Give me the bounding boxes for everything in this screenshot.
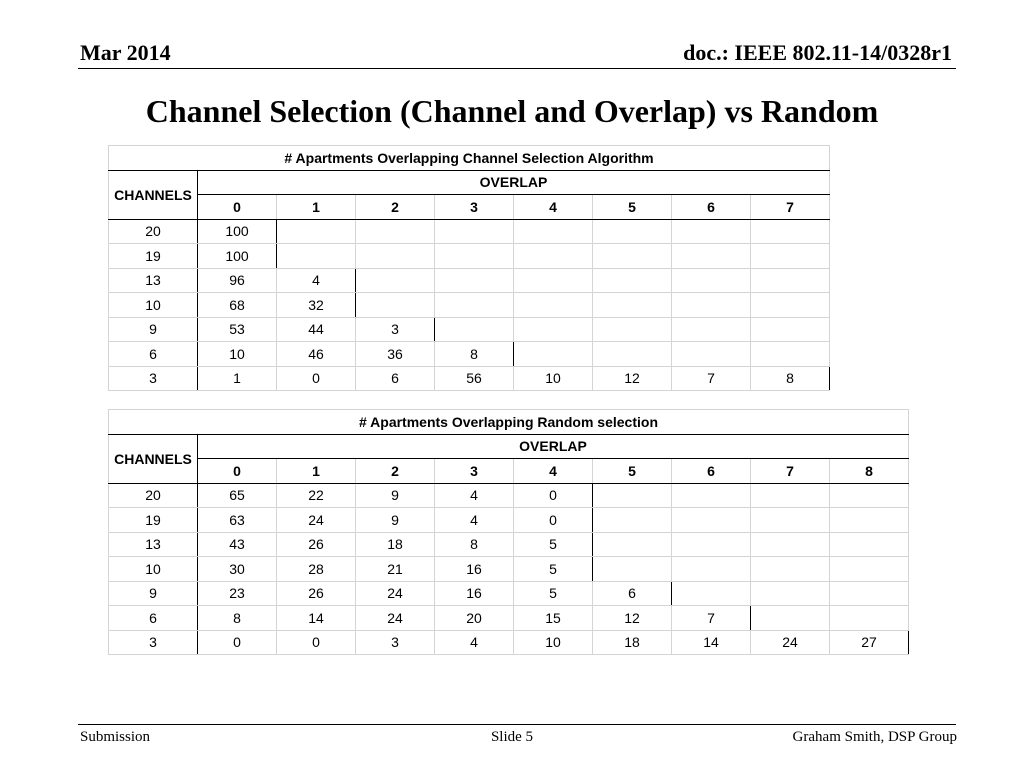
header-date: Mar 2014 [80, 40, 171, 65]
value-cell: 36 [356, 342, 435, 367]
value-cell: 10 [514, 366, 593, 391]
value-cell: 46 [277, 342, 356, 367]
value-cell [277, 219, 356, 244]
value-cell [356, 293, 435, 318]
value-cell: 0 [277, 630, 356, 655]
value-cell: 4 [277, 268, 356, 293]
value-cell [672, 483, 751, 508]
channel-cell: 13 [109, 532, 198, 557]
value-cell: 24 [751, 630, 830, 655]
value-cell [593, 342, 672, 367]
channel-cell: 6 [109, 342, 198, 367]
value-cell: 53 [198, 317, 277, 342]
value-cell: 3 [356, 630, 435, 655]
overlap-header: OVERLAP [198, 170, 830, 195]
table-row [109, 630, 909, 655]
value-cell: 12 [593, 606, 672, 631]
value-cell: 14 [672, 630, 751, 655]
overlap-column-header: 0 [198, 195, 277, 220]
value-cell: 24 [356, 581, 435, 606]
value-cell: 27 [830, 630, 909, 655]
value-cell: 26 [277, 581, 356, 606]
value-cell: 23 [198, 581, 277, 606]
table-row [109, 532, 909, 557]
value-cell [593, 483, 672, 508]
value-cell [830, 532, 909, 557]
value-cell: 24 [277, 508, 356, 533]
value-cell: 15 [514, 606, 593, 631]
value-cell [435, 268, 514, 293]
overlap-column-header: 7 [751, 459, 830, 484]
channel-cell: 13 [109, 268, 198, 293]
footer-author: Graham Smith, DSP Group [792, 729, 957, 745]
overlap-column-header: 4 [514, 195, 593, 220]
table-row [109, 219, 830, 244]
value-cell [672, 532, 751, 557]
value-cell [672, 557, 751, 582]
value-cell [593, 557, 672, 582]
channel-cell: 3 [109, 630, 198, 655]
value-cell [672, 244, 751, 269]
value-cell [751, 508, 830, 533]
value-cell [751, 606, 830, 631]
value-cell: 56 [435, 366, 514, 391]
value-cell [751, 557, 830, 582]
value-cell [435, 244, 514, 269]
value-cell [514, 244, 593, 269]
table-row [109, 293, 830, 318]
value-cell: 28 [277, 557, 356, 582]
value-cell: 7 [672, 366, 751, 391]
value-cell [593, 532, 672, 557]
value-cell [672, 317, 751, 342]
channel-cell: 10 [109, 293, 198, 318]
value-cell [593, 317, 672, 342]
value-cell: 16 [435, 557, 514, 582]
value-cell: 96 [198, 268, 277, 293]
value-cell [356, 244, 435, 269]
value-cell: 26 [277, 532, 356, 557]
footer-divider [78, 724, 956, 725]
header-divider [78, 68, 956, 69]
channel-cell: 6 [109, 606, 198, 631]
value-cell: 16 [435, 581, 514, 606]
value-cell: 8 [435, 532, 514, 557]
value-cell [514, 268, 593, 293]
value-cell [356, 268, 435, 293]
value-cell: 63 [198, 508, 277, 533]
value-cell [435, 317, 514, 342]
table-row [109, 244, 830, 269]
value-cell: 6 [356, 366, 435, 391]
value-cell [751, 342, 830, 367]
value-cell: 0 [514, 483, 593, 508]
value-cell: 65 [198, 483, 277, 508]
value-cell: 5 [514, 532, 593, 557]
table-row [109, 508, 909, 533]
random-selection-table [108, 409, 909, 655]
value-cell [514, 219, 593, 244]
table-caption: # Apartments Overlapping Channel Selection Algorithm [109, 146, 830, 171]
table-row [109, 581, 909, 606]
value-cell [830, 557, 909, 582]
overlap-column-header: 6 [672, 195, 751, 220]
value-cell: 10 [198, 342, 277, 367]
value-cell [751, 219, 830, 244]
value-cell [751, 268, 830, 293]
table-caption: # Apartments Overlapping Random selection [109, 410, 909, 435]
overlap-header: OVERLAP [198, 434, 909, 459]
value-cell: 21 [356, 557, 435, 582]
value-cell: 22 [277, 483, 356, 508]
value-cell [514, 293, 593, 318]
table-row [109, 483, 909, 508]
value-cell: 0 [514, 508, 593, 533]
value-cell: 10 [514, 630, 593, 655]
value-cell: 44 [277, 317, 356, 342]
overlap-column-header: 3 [435, 459, 514, 484]
value-cell [593, 244, 672, 269]
value-cell: 4 [435, 508, 514, 533]
value-cell: 68 [198, 293, 277, 318]
footer-slide-number: Slide 5 [490, 729, 534, 745]
value-cell: 7 [672, 606, 751, 631]
value-cell: 0 [198, 630, 277, 655]
header-doc-id: doc.: IEEE 802.11-14/0328r1 [683, 40, 952, 65]
value-cell [751, 532, 830, 557]
value-cell: 1 [198, 366, 277, 391]
value-cell [593, 219, 672, 244]
value-cell: 8 [198, 606, 277, 631]
channel-cell: 9 [109, 581, 198, 606]
value-cell [514, 342, 593, 367]
value-cell [435, 219, 514, 244]
value-cell: 18 [356, 532, 435, 557]
channel-cell: 9 [109, 317, 198, 342]
overlap-column-header: 0 [198, 459, 277, 484]
value-cell: 8 [435, 342, 514, 367]
value-cell [514, 317, 593, 342]
value-cell: 18 [593, 630, 672, 655]
footer-submission: Submission [80, 729, 151, 745]
channel-cell: 19 [109, 508, 198, 533]
value-cell [830, 483, 909, 508]
channel-cell: 10 [109, 557, 198, 582]
channel-selection-table [108, 145, 830, 391]
overlap-column-header: 1 [277, 459, 356, 484]
value-cell: 20 [435, 606, 514, 631]
value-cell [830, 606, 909, 631]
value-cell: 24 [356, 606, 435, 631]
value-cell: 4 [435, 630, 514, 655]
channel-cell: 20 [109, 483, 198, 508]
value-cell: 0 [277, 366, 356, 391]
table-row [109, 342, 830, 367]
value-cell: 3 [356, 317, 435, 342]
value-cell: 100 [198, 244, 277, 269]
value-cell [672, 342, 751, 367]
value-cell [672, 508, 751, 533]
value-cell [672, 293, 751, 318]
slide-title: Channel Selection (Channel and Overlap) vs Random [145, 93, 879, 129]
value-cell: 12 [593, 366, 672, 391]
value-cell: 4 [435, 483, 514, 508]
value-cell [751, 317, 830, 342]
overlap-column-header: 5 [593, 195, 672, 220]
overlap-column-header: 3 [435, 195, 514, 220]
value-cell [593, 508, 672, 533]
overlap-column-header: 2 [356, 195, 435, 220]
value-cell: 8 [751, 366, 830, 391]
table-row [109, 317, 830, 342]
value-cell [356, 219, 435, 244]
value-cell [672, 219, 751, 244]
overlap-column-header: 1 [277, 195, 356, 220]
value-cell [751, 293, 830, 318]
value-cell: 5 [514, 581, 593, 606]
overlap-column-header: 6 [672, 459, 751, 484]
value-cell [593, 268, 672, 293]
value-cell [672, 581, 751, 606]
overlap-column-header: 4 [514, 459, 593, 484]
value-cell [277, 244, 356, 269]
value-cell: 5 [514, 557, 593, 582]
value-cell: 100 [198, 219, 277, 244]
overlap-column-header: 5 [593, 459, 672, 484]
value-cell: 43 [198, 532, 277, 557]
table-row [109, 557, 909, 582]
overlap-column-header: 7 [751, 195, 830, 220]
value-cell: 9 [356, 483, 435, 508]
table-row [109, 366, 830, 391]
channels-header: CHANNELS [109, 170, 198, 219]
value-cell [751, 244, 830, 269]
value-cell [435, 293, 514, 318]
table-row [109, 606, 909, 631]
value-cell [830, 508, 909, 533]
channel-cell: 20 [109, 219, 198, 244]
table-row [109, 268, 830, 293]
overlap-column-header: 2 [356, 459, 435, 484]
channels-header: CHANNELS [109, 434, 198, 483]
value-cell: 30 [198, 557, 277, 582]
value-cell [593, 293, 672, 318]
value-cell: 6 [593, 581, 672, 606]
overlap-column-header: 8 [830, 459, 909, 484]
value-cell: 32 [277, 293, 356, 318]
channel-cell: 3 [109, 366, 198, 391]
channel-cell: 19 [109, 244, 198, 269]
value-cell: 14 [277, 606, 356, 631]
value-cell [830, 581, 909, 606]
value-cell [672, 268, 751, 293]
value-cell: 9 [356, 508, 435, 533]
value-cell [751, 483, 830, 508]
value-cell [751, 581, 830, 606]
